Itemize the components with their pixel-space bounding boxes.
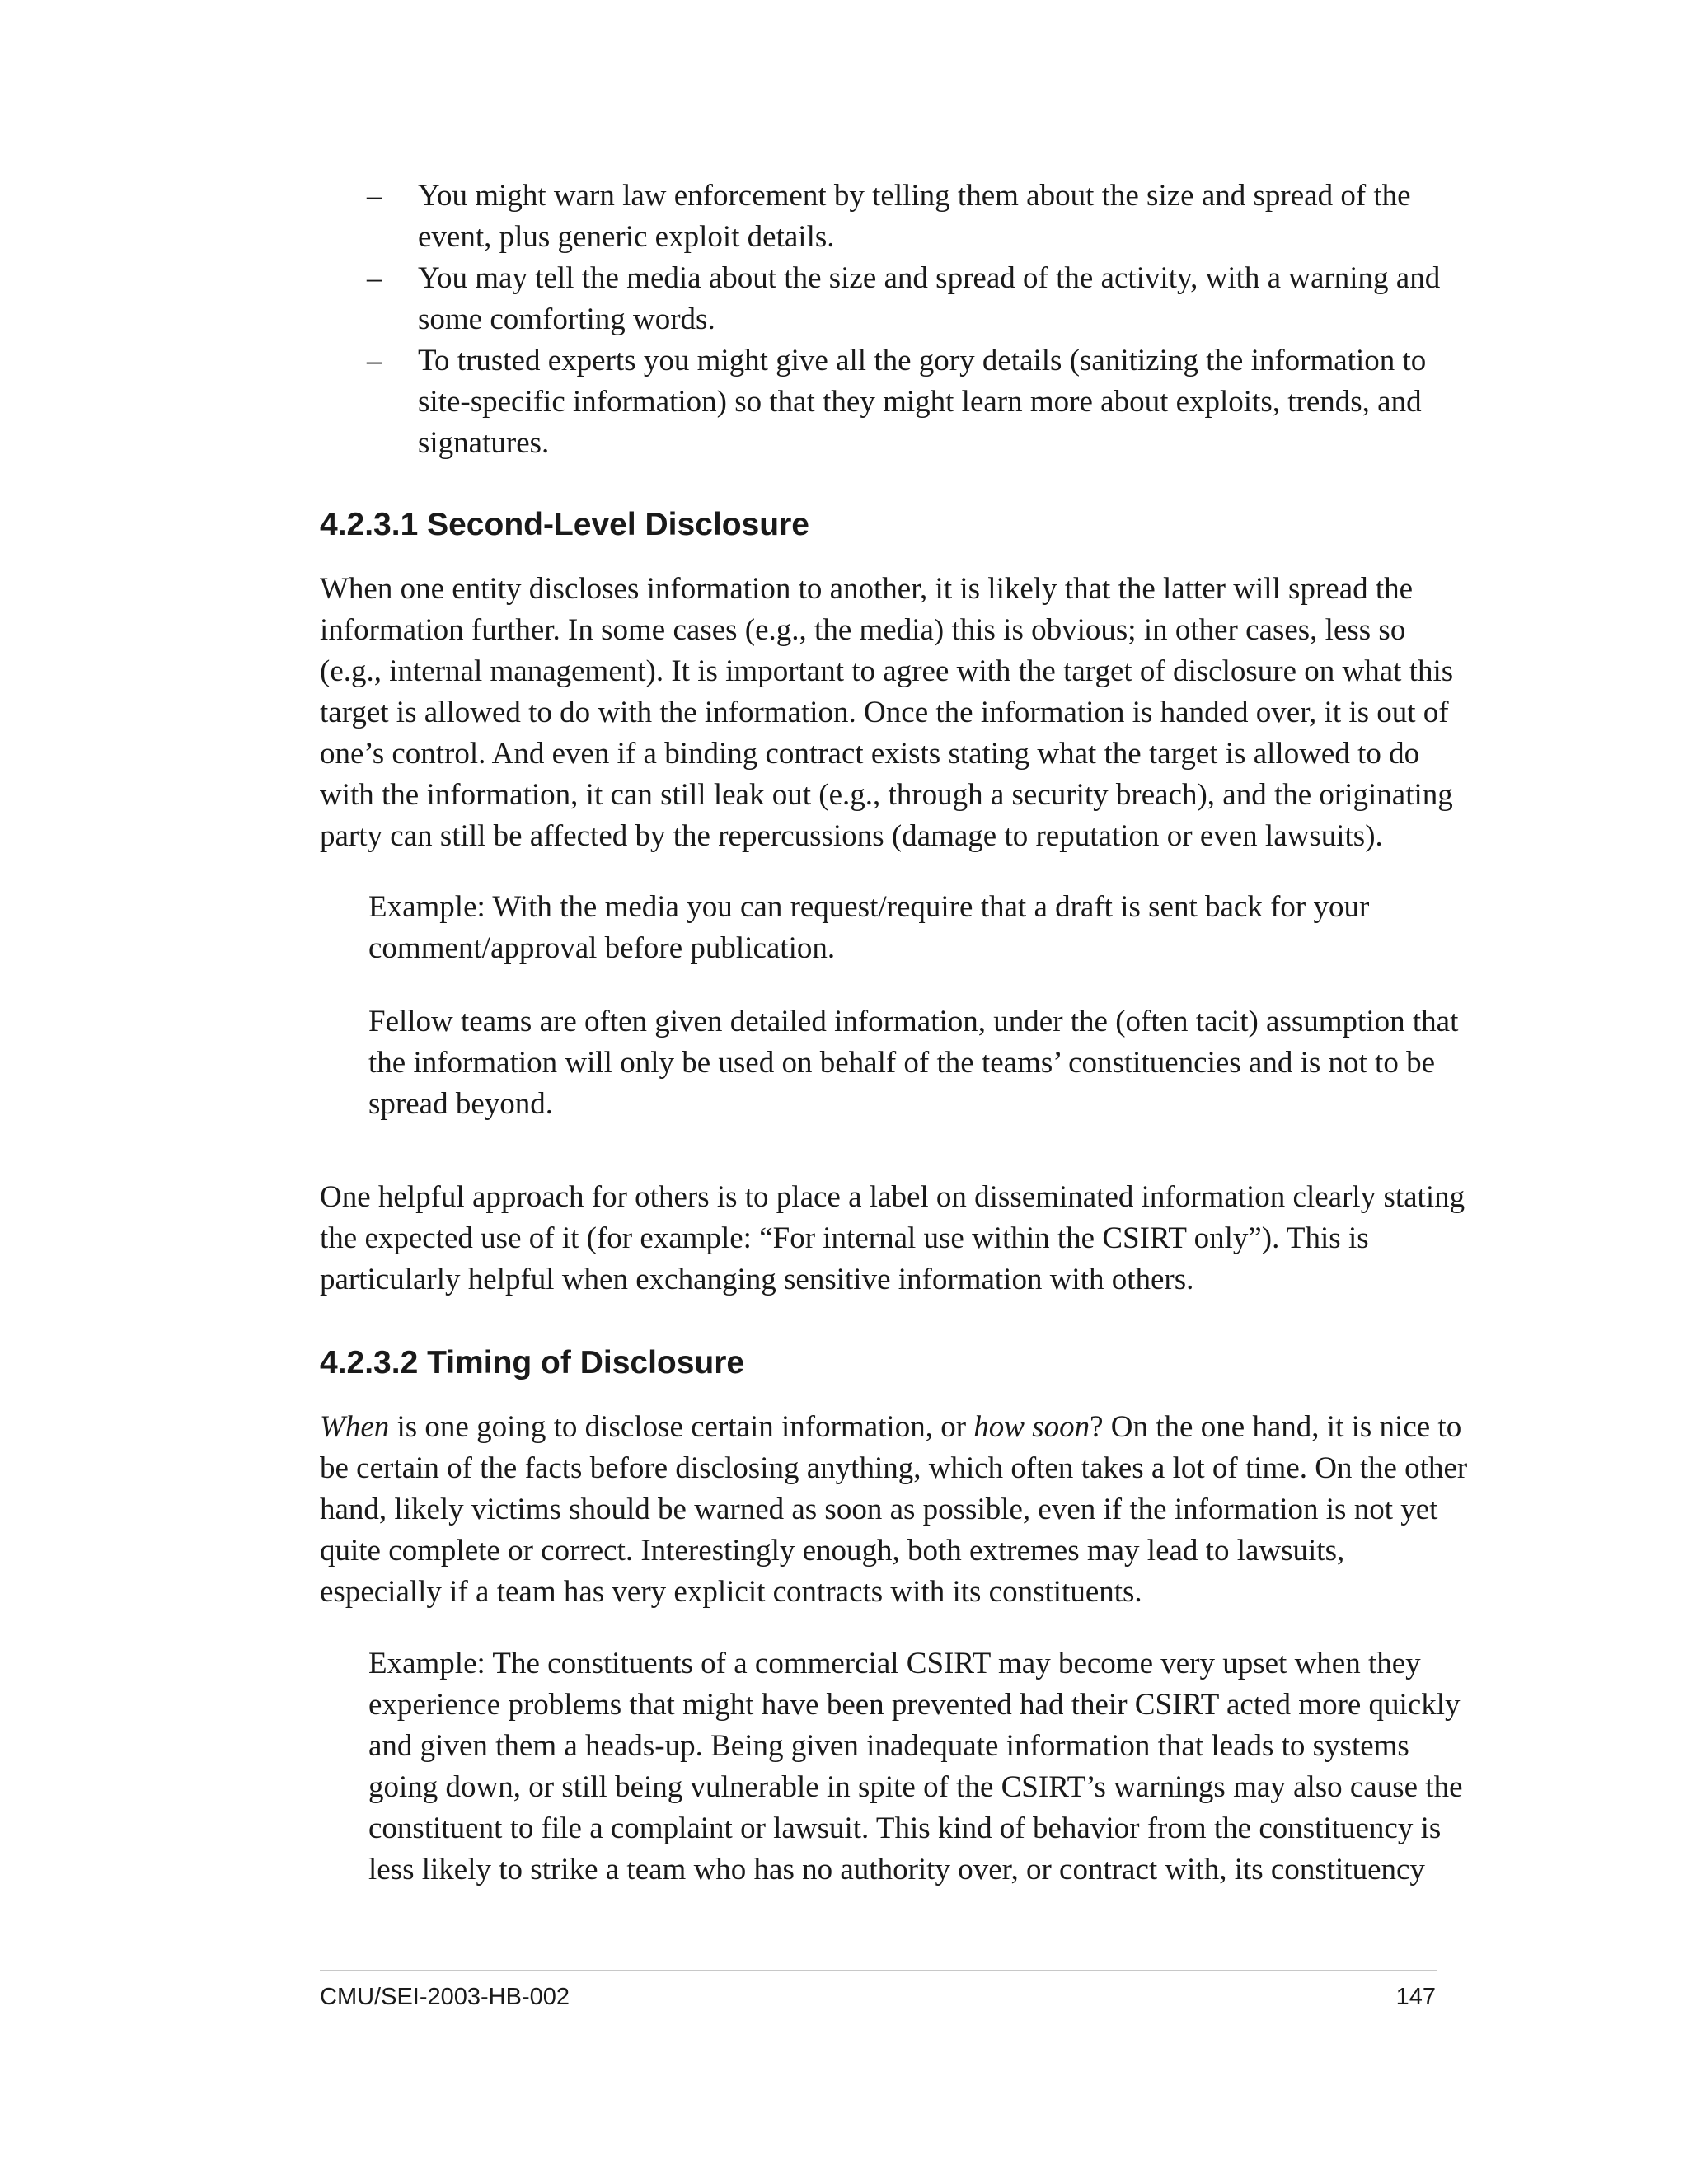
example-fellow-teams: Fellow teams are often given detailed information, under the (often tacit) assumption that the information will only be used on behalf of the teams’ constituencies and is not to be spread beyond. bbox=[368, 1005, 1459, 1121]
footer-document-id: CMU/SEI-2003-HB-002 bbox=[320, 1984, 570, 2010]
example-commercial-csirt: Example: The constituents of a commercial CSIRT may become very upset when they experience problems that might have been prevented had their CSIRT acted more quickly and given them a heads-up. Being given inadequate information that leads to systems going down, or still being vulnerable in spite of the CSIRT’s warnings may also cause the constituent to file a complaint or lawsuit. This kind of behavior from the constituency is less likely to strike a team who has no authority over, or contract with, its constituency bbox=[368, 1647, 1463, 1886]
footer-page-number: 147 bbox=[1395, 1984, 1436, 2010]
paragraph-timing-of-disclosure bbox=[320, 1407, 1474, 1613]
emphasis-how-soon: how soon bbox=[973, 1410, 1090, 1444]
bullet-list bbox=[367, 176, 1463, 464]
bullet-text: To trusted experts you might give all the gory details (sanitizing the information to site-specific information) so that they might learn more about exploits, trends, and signatures. bbox=[418, 344, 1427, 460]
emphasis-when: When bbox=[320, 1410, 390, 1444]
paragraph-second-level-disclosure: When one entity discloses information to another, it is likely that the latter will spread the information further. In some cases (e.g., the media) this is obvious; in other cases, less so (e.g., internal management). It is important to agree with the target of disclosure on what this target is allowed to do with the information. Once the information is handed over, it is out of one’s control. And even if a binding contract exists stating what the target is allowed to do with the information, it can still leak out (e.g., through a security breach), and the originating party can still be affected by the repercussions (damage to reputation or even lawsuits). bbox=[320, 572, 1454, 853]
bullet-item bbox=[367, 258, 1463, 340]
section-heading-second-level-disclosure: 4.2.3.1 Second-Level Disclosure bbox=[320, 507, 809, 542]
section-heading-timing-of-disclosure: 4.2.3.2 Timing of Disclosure bbox=[320, 1345, 745, 1380]
bullet-marker: – bbox=[367, 261, 382, 295]
paragraph-text: ? On the one hand, it is nice to be certain of the facts before disclosing anything, which often takes a lot of time. On the other hand, likely victims should be warned as soon as possible, even if the information is not yet quite complete or correct. Interestingly enough, both extremes may lead to lawsuits, especially if a team has very explicit contracts with its constituents. bbox=[320, 1410, 1468, 1609]
bullet-item bbox=[367, 176, 1463, 258]
bullet-text: You may tell the media about the size and spread of the activity, with a warning and some comforting words. bbox=[418, 261, 1441, 336]
bullet-marker: – bbox=[367, 344, 382, 377]
example-media-draft: Example: With the media you can request/require that a draft is sent back for your comment/approval before publication. bbox=[368, 890, 1370, 965]
footer-divider bbox=[320, 1970, 1437, 1971]
paragraph-label-approach: One helpful approach for others is to place a label on disseminated information clearly stating the expected use of it (for example: “For internal use within the CSIRT only”). This is particularly helpful when exchanging sensitive information with others. bbox=[320, 1180, 1465, 1296]
bullet-item bbox=[367, 340, 1463, 464]
paragraph-text: is one going to disclose certain information, or bbox=[389, 1410, 974, 1444]
bullet-text: You might warn law enforcement by telling them about the size and spread of the event, plus generic exploit details. bbox=[418, 179, 1411, 254]
bullet-marker: – bbox=[367, 179, 382, 213]
